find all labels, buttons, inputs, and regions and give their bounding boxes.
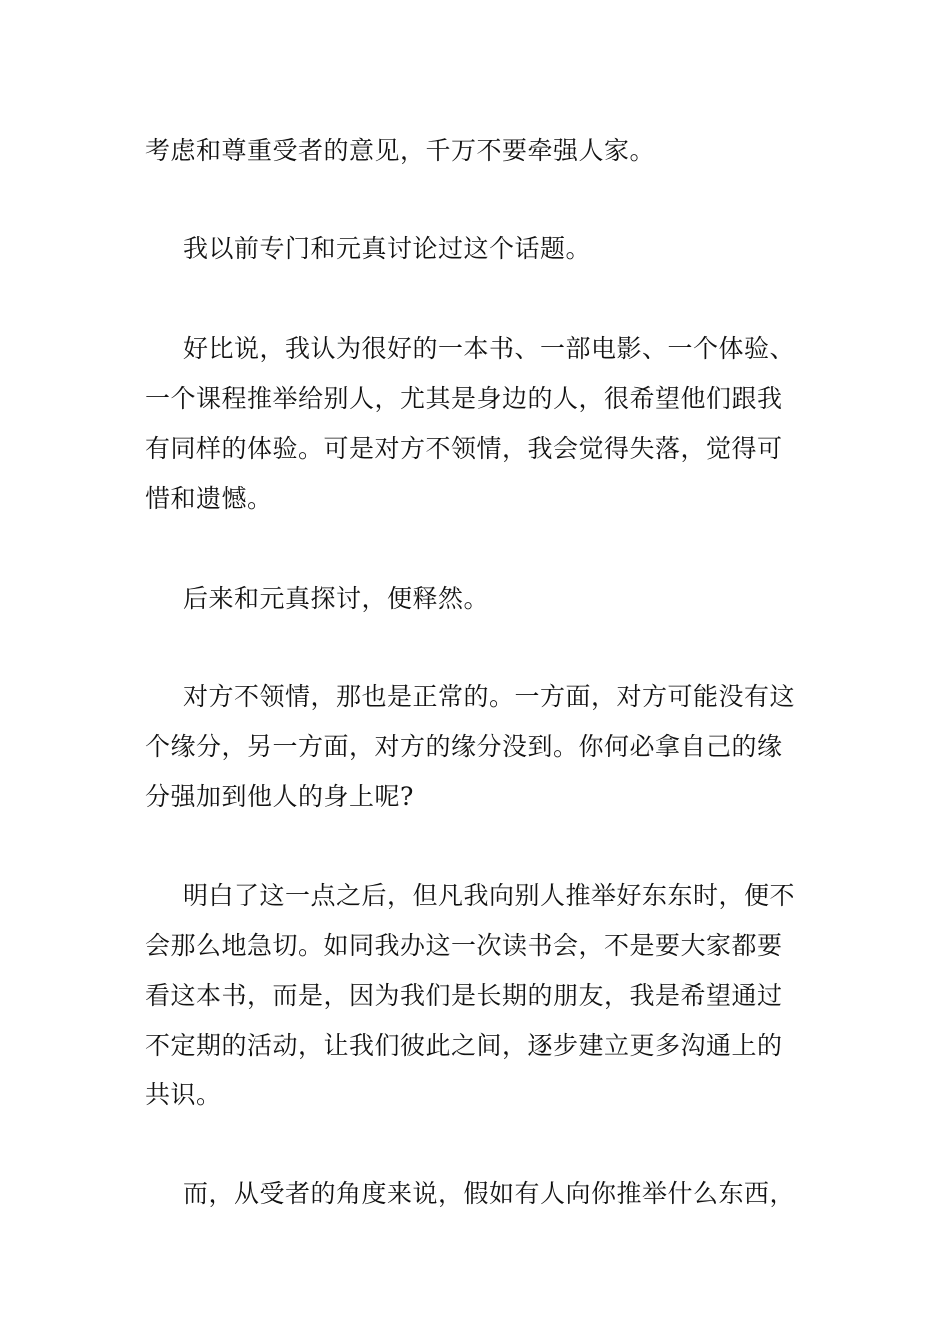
paragraph-6-line-4: 不定期的活动，让我们彼此之间，逐步建立更多沟通上的 [145,1031,783,1060]
paragraph-4-line-1: 后来和元真探讨，便释然。 [183,584,490,613]
paragraph-5-line-2: 个缘分，另一方面，对方的缘分没到。你何必拿自己的缘 [145,732,783,761]
paragraph-6-line-1: 明白了这一点之后，但凡我向别人推举好东东时，便不 [183,881,796,910]
paragraph-6-line-3: 看这本书，而是，因为我们是长期的朋友，我是希望通过 [145,981,783,1010]
paragraph-6-line-2: 会那么地急切。如同我办这一次读书会，不是要大家都要 [145,931,783,960]
paragraph-1-line-1: 考虑和尊重受者的意见，千万不要牵强人家。 [145,136,656,165]
paragraph-5-line-1: 对方不领情，那也是正常的。一方面，对方可能没有这 [183,682,796,711]
paragraph-6-line-5: 共识。 [145,1080,222,1109]
paragraph-3-line-4: 惜和遗憾。 [145,484,273,513]
paragraph-7-line-1: 而，从受者的角度来说，假如有人向你推举什么东西， [183,1179,796,1208]
paragraph-3-line-1: 好比说，我认为很好的一本书、一部电影、一个体验、 [183,334,796,363]
paragraph-3-line-3: 有同样的体验。可是对方不领情，我会觉得失落，觉得可 [145,434,783,463]
paragraph-3-line-2: 一个课程推举给别人，尤其是身边的人，很希望他们跟我 [145,384,783,413]
paragraph-5-line-3: 分强加到他人的身上呢? [145,782,414,811]
paragraph-2-line-1: 我以前专门和元真讨论过这个话题。 [183,234,592,263]
